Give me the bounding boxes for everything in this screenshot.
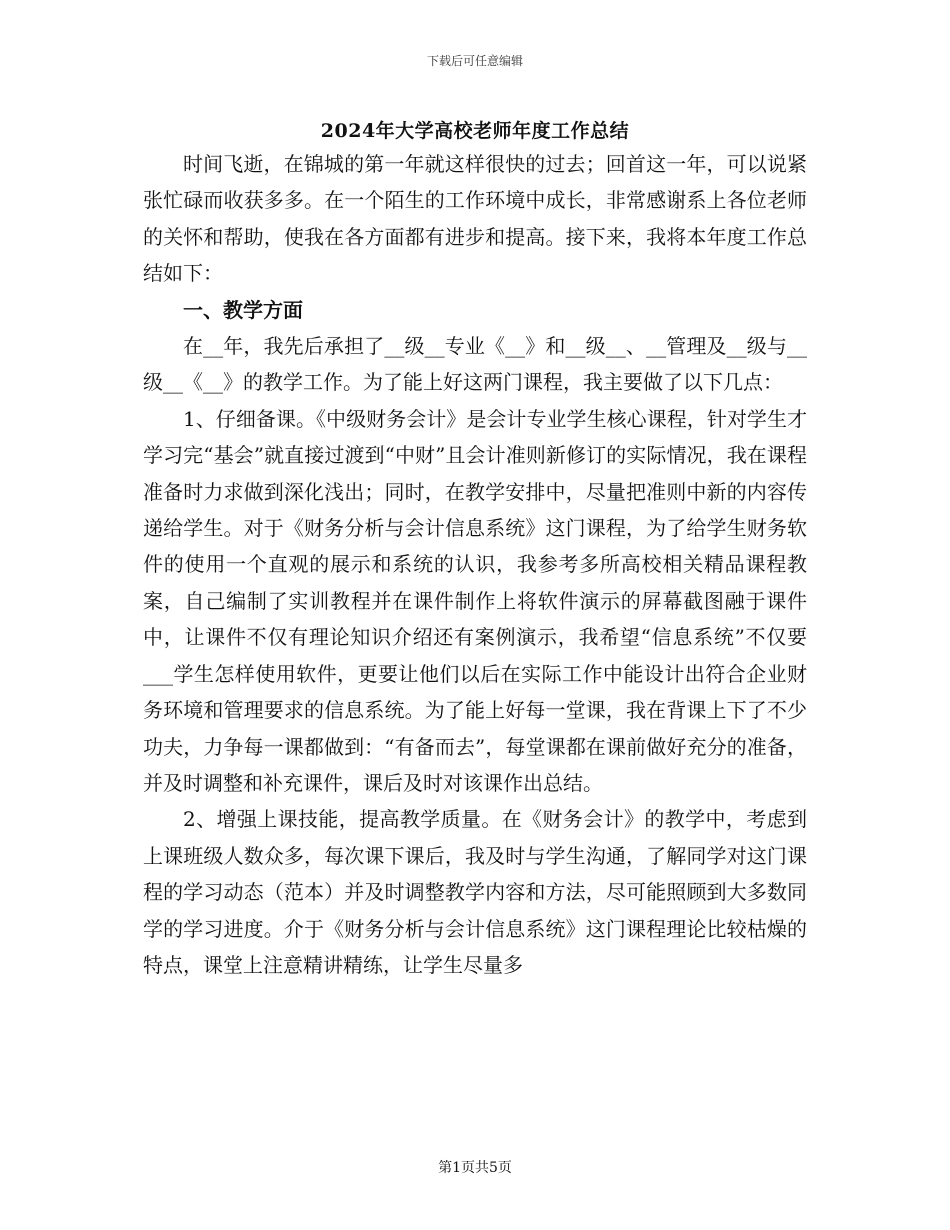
- paragraph-intro: 时间飞逝，在锦城的第一年就这样很快的过去；回首这一年，可以说紧张忙碌而收获多多。在一个陌生的工作环境中成长，非常感谢系上各位老师的关怀和帮助，使我在各方面都有进步和提高。接下来，我将本年度工作总结如下：: [143, 152, 807, 286]
- page-header: 下载后可任意编辑: [426, 54, 523, 68]
- paragraph-teaching-skills: 2、增强上课技能，提高教学质量。在《财务会计》的教学中，考虑到上课班级人数众多，每次课下课后，我及时与学生沟通，了解同学对这门课程的学习动态（范本）并及时调整教学内容和方法，尽可能照顾到大多数同学的学习进度。介于《财务分析与会计信息系统》这门课程理论比较枯燥的特点，课堂上注意精讲精练，让学生尽量多: [143, 807, 807, 977]
- page-number: 第1页共5页: [438, 1160, 512, 1176]
- paragraph-courses: 在__年，我先后承担了__级__专业《__》和__级__、__管理及__级与__级__《__》的教学工作。为了能上好这两门课程，我主要做了以下几点：: [143, 334, 807, 395]
- document-title: 2024年大学高校老师年度工作总结: [320, 120, 630, 142]
- paragraph-preparation: 1、仔细备课。《中级财务会计》是会计专业学生核心课程，针对学生才学习完“基会”就直接过渡到“中财”且会计准则新修订的实际情况，我在课程准备时力求做到深化浅出；同时，在教学安排中，尽量把准则中新的内容传递给学生。对于《财务分析与会计信息系统》这门课程，为了给学生财务软件的使用一个直观的展示和系统的认识，我参考多所高校相关精品课程教案，自己编制了实训教程并在课件制作上将软件演示的屏幕截图融于课件中，让课件不仅有理论知识介绍还有案例演示，我希望“信息系统”不仅要___学生怎样使用软件，更要让他们以后在实际工作中能设计出符合企业财务环境和管理要求的信息系统。为了能上好每一堂课，我在背课上下了不少功夫，力争每一课都做到：“有备而去”，每堂课都在课前做好充分的准备，并及时调整和补充课件，课后及时对该课作出总结。: [143, 406, 807, 795]
- section-heading-teaching: 一、教学方面: [183, 297, 303, 322]
- document-body: [143, 146, 807, 983]
